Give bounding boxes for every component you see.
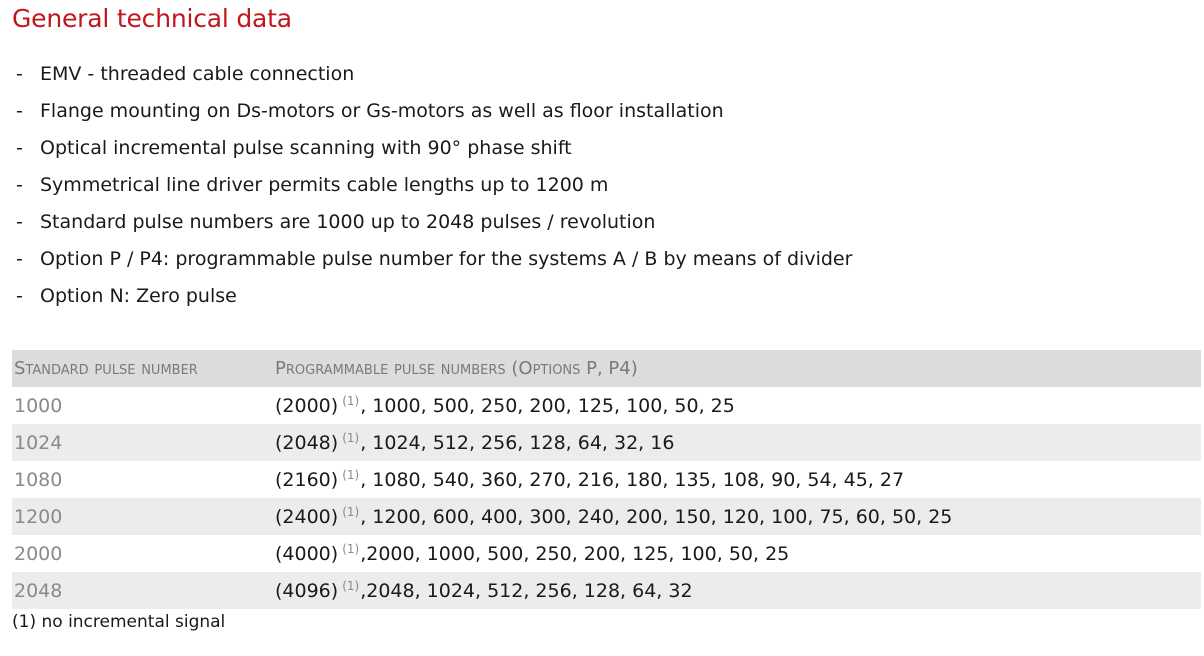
table-row [12,461,1201,498]
programmable-values [275,469,1201,491]
table-row [12,424,1201,461]
programmable-values [275,580,1201,602]
standard-value: 2048 [14,579,63,602]
list-item [16,130,1186,167]
value-list: , 1080, 540, 360, 270, 216, 180, 135, 108, 90, 54, 45, 27 [360,468,905,491]
list-item [16,241,1186,278]
dash-marker: - [16,248,23,270]
paren-value: (2048) [275,431,339,454]
standard-value: 1000 [14,394,63,417]
pulse-number-table [12,350,1201,609]
list-item-text: Option N: Zero pulse [40,285,237,307]
list-item-text: EMV - threaded cable connection [40,63,355,85]
list-item [16,278,1186,315]
dash-marker: - [16,211,23,233]
paren-value: (2400) [275,505,339,528]
dash-marker: - [16,100,23,122]
footnote-ref: (1) [342,467,360,482]
standard-value: 1200 [14,505,63,528]
table-row [12,387,1201,424]
table-header-row [12,350,1201,387]
page-title: General technical data [12,4,292,33]
standard-value: 2000 [14,542,63,565]
value-list: ,2000, 1000, 500, 250, 200, 125, 100, 50, 25 [360,542,790,565]
table-row [12,535,1201,572]
programmable-values [275,432,1201,454]
feature-list [16,56,1186,315]
header-standard-pulse-number: Standard pulse number [14,358,198,379]
paren-value: (4096) [275,579,339,602]
dash-marker: - [16,137,23,159]
dash-marker: - [16,63,23,85]
footnote-ref: (1) [342,541,360,556]
value-list: , 1200, 600, 400, 300, 240, 200, 150, 120, 100, 75, 60, 50, 25 [360,505,953,528]
list-item-text: Symmetrical line driver permits cable lengths up to 1200 m [40,174,609,196]
paren-value: (4000) [275,542,339,565]
footnote-ref: (1) [342,393,360,408]
footnote-ref: (1) [342,504,360,519]
standard-value: 1080 [14,468,63,491]
value-list: , 1000, 500, 250, 200, 125, 100, 50, 25 [360,394,735,417]
footnote: (1) no incremental signal [12,612,226,632]
dash-marker: - [16,285,23,307]
paren-value: (2000) [275,394,339,417]
paren-value: (2160) [275,468,339,491]
programmable-values [275,506,1201,528]
list-item-text: Option P / P4: programmable pulse number for the systems A / B by means of divider [40,248,853,270]
list-item [16,204,1186,241]
programmable-values [275,395,1201,417]
value-list: , 1024, 512, 256, 128, 64, 32, 16 [360,431,675,454]
list-item-text: Standard pulse numbers are 1000 up to 2048 pulses / revolution [40,211,656,233]
table-row [12,572,1201,609]
list-item [16,93,1186,130]
footnote-ref: (1) [342,578,360,593]
table-row [12,498,1201,535]
list-item-text: Optical incremental pulse scanning with 90° phase shift [40,137,572,159]
list-item-text: Flange mounting on Ds-motors or Gs-motors as well as floor installation [40,100,724,122]
programmable-values [275,543,1201,565]
dash-marker: - [16,174,23,196]
list-item [16,167,1186,204]
value-list: ,2048, 1024, 512, 256, 128, 64, 32 [360,579,693,602]
footnote-ref: (1) [342,430,360,445]
standard-value: 1024 [14,431,63,454]
list-item [16,56,1186,93]
header-programmable-pulse-numbers: Programmable pulse numbers (Options P, P4) [275,358,638,379]
